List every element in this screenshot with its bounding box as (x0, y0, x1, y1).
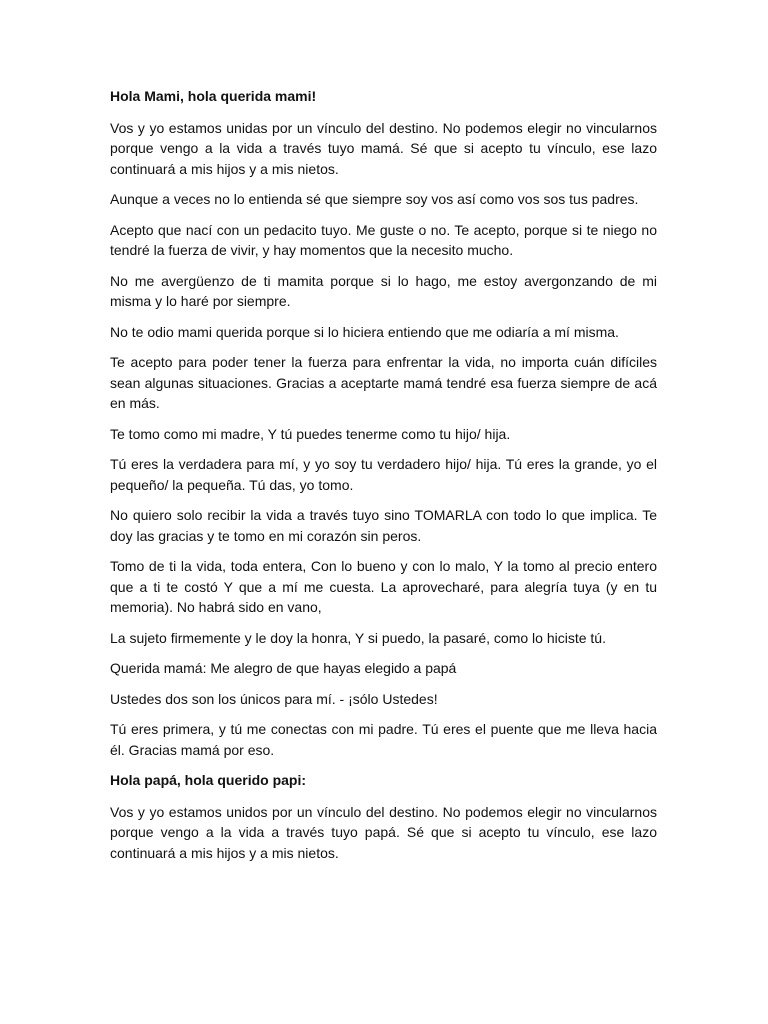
heading-mami: Hola Mami, hola querida mami! (110, 88, 317, 104)
paragraph: No me avergüenzo de ti mamita porque si lo hago, me estoy avergonzando de mi misma y lo haré por siempre. (110, 272, 657, 309)
paragraph: La sujeto firmemente y le doy la honra, Y si puedo, la pasaré, como lo hiciste tú. (110, 629, 606, 646)
paragraph: Querida mamá: Me alegro de que hayas elegido a papá (110, 660, 457, 676)
paragraph: Ustedes dos son los únicos para mí. - ¡sólo Ustedes! (110, 690, 438, 707)
paragraph: Tú eres primera, y tú me conectas con mi padre. Tú eres el puente que me lleva hacia él. Gracias mamá por eso. (110, 721, 657, 758)
paragraph: Aunque a veces no lo entienda sé que siempre soy vos así como vos sos tus padres. (110, 191, 639, 207)
paragraph: Vos y yo estamos unidas por un vínculo del destino. No podemos elegir no vincularnos porque vengo a la vida a través tuyo mamá. Sé que si acepto tu vínculo, ese lazo continuará a mis hijos y a mis nietos. (110, 119, 657, 177)
paragraph: Te tomo como mi madre, Y tú puedes tenerme como tu hijo/ hija. (110, 425, 511, 442)
paragraph: Te acepto para poder tener la fuerza para enfrentar la vida, no importa cuán difíciles sean algunas situaciones. Gracias a aceptarte mamá tendré esa fuerza siempre de acá en más. (110, 354, 657, 411)
paragraph: Vos y yo estamos unidos por un vínculo del destino. No podemos elegir no vincularnos porque vengo a la vida a través tuyo papá. Sé que si acepto tu vínculo, ese lazo continuará a mis hijos y a mis nietos. (110, 803, 657, 861)
paragraph: No te odio mami querida porque si lo hiciera entiendo que me odiaría a mí misma. (110, 323, 619, 340)
heading-papi: Hola papá, hola querido papi: (110, 772, 307, 788)
paragraph: Acepto que nací con un pedacito tuyo. Me guste o no. Te acepto, porque si te niego no tendré la fuerza de vivir, y hay momentos que la necesito mucho. (110, 221, 657, 258)
document-page (110, 86, 657, 873)
paragraph: Tomo de ti la vida, toda entera, Con lo bueno y con lo malo, Y la tomo al precio entero que a ti te costó Y que a mí me cuesta. La aprovecharé, para alegría tuya (y en tu memoria). No habrá sido en vano, (110, 558, 657, 615)
paragraph: Tú eres la verdadera para mí, y yo soy tu verdadero hijo/ hija. Tú eres la grande, yo el pequeño/ la pequeña. Tú das, yo tomo. (110, 456, 657, 493)
paragraph: No quiero solo recibir la vida a través tuyo sino TOMARLA con todo lo que implica. Te doy las gracias y te tomo en mi corazón sin peros. (110, 507, 657, 544)
